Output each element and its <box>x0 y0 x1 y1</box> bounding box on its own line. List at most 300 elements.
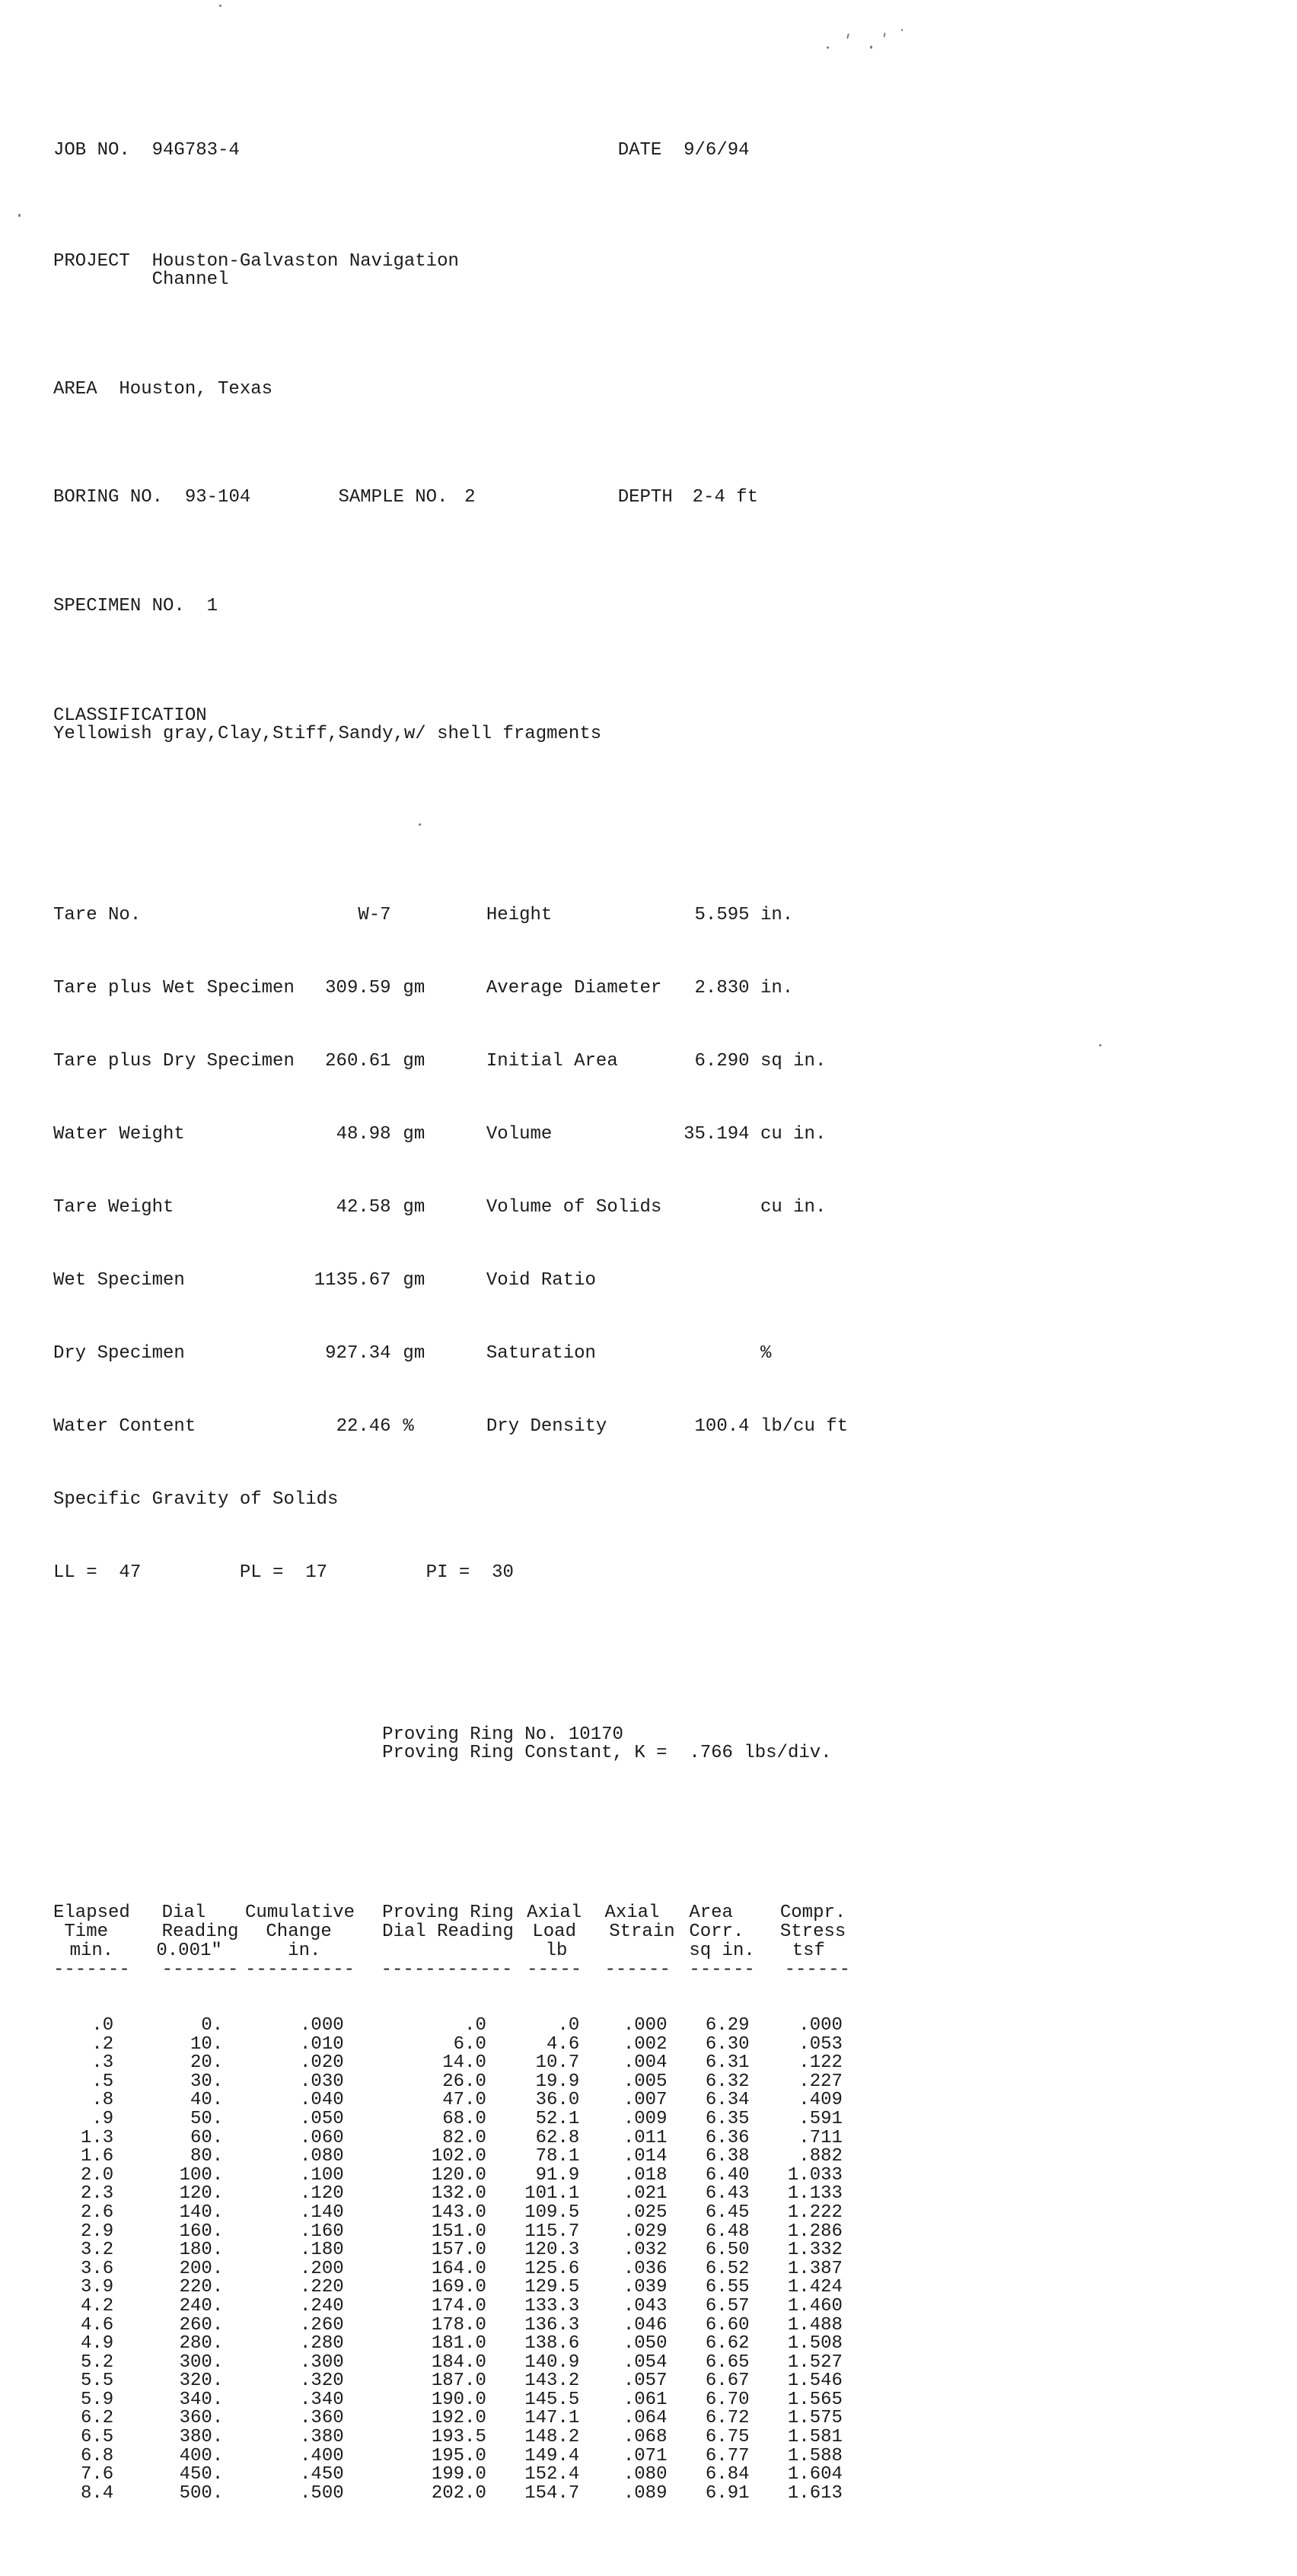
column-header: Dial <box>161 1903 206 1923</box>
table-cell: 52.1 <box>535 2108 580 2129</box>
property-row <box>53 1199 967 1217</box>
table-cell: .050 <box>623 2333 668 2355</box>
column-header: Time <box>64 1922 108 1942</box>
table-cell: 1.133 <box>787 2183 843 2205</box>
property-label: Specific Gravity of Solids <box>53 1489 339 1510</box>
table-cell: 1.508 <box>787 2333 843 2355</box>
property-label: Saturation <box>486 1343 596 1364</box>
table-cell: 120.3 <box>524 2240 580 2261</box>
property-row <box>53 1418 967 1436</box>
table-cell: .007 <box>623 2090 668 2111</box>
table-cell: .320 <box>300 2371 344 2392</box>
table-cell: 6.75 <box>705 2427 750 2448</box>
property-unit: lb/cu ft <box>760 1416 849 1437</box>
table-cell: .030 <box>300 2071 344 2092</box>
column-header: Dial Reading <box>382 1922 514 1942</box>
table-cell: 2.3 <box>80 2183 114 2205</box>
table-cell: .080 <box>623 2464 668 2485</box>
table-cell: .021 <box>623 2183 668 2205</box>
table-cell: 190.0 <box>431 2389 486 2410</box>
table-cell: 68.0 <box>442 2108 486 2129</box>
table-row <box>53 2185 967 2204</box>
table-cell: 360. <box>179 2408 224 2429</box>
property-unit: in. <box>760 978 794 998</box>
property-value: 35.194 <box>684 1124 750 1145</box>
property-label: Height <box>486 905 553 925</box>
job-no-value: 94G783-4 <box>151 140 240 161</box>
property-unit: % <box>403 1416 414 1437</box>
property-label: Dry Density <box>486 1416 607 1437</box>
column-header: Cumulative <box>245 1903 355 1923</box>
specimen-properties <box>53 852 967 1637</box>
table-cell: 132.0 <box>431 2183 486 2205</box>
column-header: Change <box>266 1922 332 1942</box>
separator-dashes: ------- <box>53 1960 130 1980</box>
table-cell: .9 <box>91 2108 114 2129</box>
column-header: 0.001" <box>156 1941 222 1961</box>
table-cell: 1.581 <box>787 2427 843 2448</box>
table-cell: 30. <box>190 2071 224 2092</box>
column-header: Reading <box>161 1922 239 1942</box>
table-cell: .100 <box>300 2164 344 2186</box>
table-cell: 8.4 <box>80 2482 114 2504</box>
table-row <box>53 2017 967 2036</box>
table-cell: .002 <box>623 2033 668 2055</box>
property-value: 260.61 <box>325 1051 391 1071</box>
table-cell: 10. <box>190 2033 224 2055</box>
table-cell: 149.4 <box>524 2445 580 2466</box>
table-row <box>53 2372 967 2391</box>
table-cell: 180. <box>179 2240 224 2261</box>
property-label: Tare plus Dry Specimen <box>53 1051 295 1071</box>
table-cell: 6.60 <box>705 2314 750 2336</box>
table-cell: 1.222 <box>787 2202 843 2223</box>
table-cell: 5.5 <box>80 2371 114 2392</box>
table-cell: 91.9 <box>535 2164 580 2186</box>
property-unit: sq in. <box>760 1051 827 1071</box>
table-cell: 152.4 <box>524 2464 580 2485</box>
table-cell: .0 <box>91 2015 114 2036</box>
scan-artifact <box>827 46 829 49</box>
table-cell: 6.62 <box>705 2333 750 2355</box>
column-header: in. <box>288 1941 321 1961</box>
table-cell: .500 <box>300 2482 344 2504</box>
table-cell: .360 <box>300 2408 344 2429</box>
property-label: Dry Specimen <box>53 1343 185 1364</box>
table-cell: 202.0 <box>431 2482 486 2504</box>
property-row <box>53 906 967 925</box>
table-cell: 2.6 <box>80 2202 114 2223</box>
table-cell: .122 <box>798 2052 843 2074</box>
table-cell: 143.2 <box>524 2371 580 2392</box>
table-cell: 6.45 <box>705 2202 750 2223</box>
table-cell: 192.0 <box>431 2408 486 2429</box>
table-header-line <box>53 1904 967 1923</box>
table-cell: 6.29 <box>705 2015 750 2036</box>
table-cell: 1.604 <box>787 2464 843 2485</box>
table-cell: 62.8 <box>535 2127 580 2148</box>
table-row <box>53 2033 967 2055</box>
table-row <box>53 2447 967 2466</box>
table-cell: 26.0 <box>442 2071 486 2092</box>
table-cell: 181.0 <box>431 2333 486 2355</box>
scan-artifact <box>883 33 885 37</box>
table-cell: .240 <box>300 2295 344 2316</box>
table-cell: 1.575 <box>787 2408 843 2429</box>
table-cell: 148.2 <box>524 2427 580 2448</box>
property-unit: gm <box>403 978 425 998</box>
table-row <box>53 2054 967 2073</box>
table-cell: 380. <box>179 2427 224 2448</box>
table-cell: .057 <box>623 2371 668 2392</box>
column-header: Corr. <box>689 1922 744 1942</box>
specimen-no-label: SPECIMEN NO. <box>53 596 185 616</box>
table-row <box>53 2278 967 2297</box>
date-label: DATE <box>617 140 662 161</box>
table-cell: .004 <box>623 2052 668 2074</box>
table-row <box>53 2335 967 2354</box>
property-value: 5.595 <box>694 905 750 925</box>
table-cell: 320. <box>179 2371 224 2392</box>
table-cell: .409 <box>798 2090 843 2111</box>
property-row <box>53 979 967 998</box>
table-cell: 500. <box>179 2482 224 2504</box>
table-cell: 300. <box>179 2352 224 2373</box>
job-date-line <box>53 142 967 160</box>
table-cell: 6.52 <box>705 2258 750 2279</box>
table-cell: 6.57 <box>705 2295 750 2316</box>
table-cell: 6.2 <box>80 2408 114 2429</box>
table-cell: 220. <box>179 2277 224 2298</box>
table-cell: 2.0 <box>80 2164 114 2186</box>
table-cell: .000 <box>623 2015 668 2036</box>
separator-dashes: ------ <box>784 1960 851 1980</box>
table-cell: .200 <box>300 2258 344 2279</box>
table-cell: 109.5 <box>524 2202 580 2223</box>
scan-artifact <box>219 5 221 7</box>
table-cell: 169.0 <box>431 2277 486 2298</box>
table-cell: .160 <box>300 2221 344 2242</box>
area-label: AREA <box>53 379 97 400</box>
table-cell: 4.9 <box>80 2333 114 2355</box>
table-cell: 6.84 <box>705 2464 750 2485</box>
property-label: Volume <box>486 1124 553 1145</box>
table-cell: 120.0 <box>431 2164 486 2186</box>
depth-label: DEPTH <box>617 487 673 508</box>
table-row <box>53 2260 967 2279</box>
table-row <box>53 2409 967 2428</box>
column-header: Area <box>689 1903 733 1923</box>
classification-label: CLASSIFICATION <box>53 705 207 726</box>
column-header: Axial <box>527 1903 582 1923</box>
property-unit: gm <box>403 1343 425 1364</box>
table-cell: 102.0 <box>431 2146 486 2167</box>
table-row <box>53 2129 967 2148</box>
column-header: sq in. <box>689 1941 755 1961</box>
table-cell: 138.6 <box>524 2333 580 2355</box>
table-cell: .227 <box>798 2071 843 2092</box>
table-cell: 1.387 <box>787 2258 843 2279</box>
table-cell: .018 <box>623 2164 668 2186</box>
column-header: min. <box>69 1941 114 1961</box>
property-value: 309.59 <box>325 978 391 998</box>
table-cell: 100. <box>179 2164 224 2186</box>
table-cell: 143.0 <box>431 2202 486 2223</box>
table-row <box>53 2223 967 2242</box>
column-header: Strain <box>609 1922 675 1942</box>
sample-no-value: 2 <box>464 487 476 508</box>
property-label: Void Ratio <box>486 1270 596 1291</box>
table-cell: 6.31 <box>705 2052 750 2074</box>
table-cell: 0. <box>201 2015 224 2036</box>
table-cell: .591 <box>798 2108 843 2129</box>
property-unit: cu in. <box>760 1124 827 1145</box>
table-cell: 6.30 <box>705 2033 750 2055</box>
table-cell: 36.0 <box>535 2090 580 2111</box>
specimen-no-value: 1 <box>206 596 218 616</box>
table-cell: 6.91 <box>705 2482 750 2504</box>
table-cell: 20. <box>190 2052 224 2074</box>
table-cell: 3.2 <box>80 2240 114 2261</box>
property-unit: in. <box>760 905 794 925</box>
property-label: Average Diameter <box>486 978 662 998</box>
table-cell: .180 <box>300 2240 344 2261</box>
table-cell: 1.424 <box>787 2277 843 2298</box>
table-cell: .032 <box>623 2240 668 2261</box>
property-label: Water Content <box>53 1416 196 1437</box>
table-cell: 4.6 <box>80 2314 114 2336</box>
boring-no-value: 93-104 <box>184 487 251 508</box>
property-row <box>53 1272 967 1290</box>
table-cell: 151.0 <box>431 2221 486 2242</box>
classification-value: Yellowish gray,Clay,Stiff,Sandy,w/ shell fragments <box>53 724 602 744</box>
table-cell: 178.0 <box>431 2314 486 2336</box>
table-cell: 1.460 <box>787 2295 843 2316</box>
table-cell: 129.5 <box>524 2277 580 2298</box>
table-cell: .071 <box>623 2445 668 2466</box>
column-header: tsf <box>792 1941 825 1961</box>
area-line <box>53 381 967 399</box>
column-header: Load <box>532 1922 576 1942</box>
table-cell: 193.5 <box>431 2427 486 2448</box>
table-cell: 195.0 <box>431 2445 486 2466</box>
proving-ring-constant: Proving Ring Constant, K = .766 lbs/div. <box>382 1743 832 1763</box>
plastic-limit: PL = 17 <box>239 1562 328 1583</box>
table-row <box>53 2241 967 2260</box>
property-value: 48.98 <box>336 1124 391 1145</box>
table-cell: 6.35 <box>705 2108 750 2129</box>
table-row <box>53 2148 967 2167</box>
table-cell: .046 <box>623 2314 668 2336</box>
table-row <box>53 2354 967 2373</box>
table-cell: .2 <box>91 2033 114 2055</box>
table-cell: 115.7 <box>524 2221 580 2242</box>
table-cell: .064 <box>623 2408 668 2429</box>
table-cell: .000 <box>300 2015 344 2036</box>
table-cell: 4.2 <box>80 2295 114 2316</box>
table-cell: 78.1 <box>535 2146 580 2167</box>
scan-artifact <box>846 33 849 39</box>
column-header: Stress <box>779 1922 846 1942</box>
table-row <box>53 2482 967 2504</box>
table-cell: 6.40 <box>705 2164 750 2186</box>
table-row <box>53 2466 967 2485</box>
table-cell: 6.5 <box>80 2427 114 2448</box>
proving-ring-no: Proving Ring No. 10170 <box>382 1724 623 1745</box>
table-cell: .340 <box>300 2389 344 2410</box>
table-cell: 136.3 <box>524 2314 580 2336</box>
property-value: W-7 <box>358 905 391 925</box>
table-cell: .300 <box>300 2352 344 2373</box>
table-cell: 140.9 <box>524 2352 580 2373</box>
table-cell: 164.0 <box>431 2258 486 2279</box>
table-cell: .140 <box>300 2202 344 2223</box>
atterberg-limits-line <box>53 1564 967 1582</box>
table-cell: 1.6 <box>80 2146 114 2167</box>
table-cell: 199.0 <box>431 2464 486 2485</box>
scan-artifact <box>18 214 21 217</box>
table-cell: 3.6 <box>80 2258 114 2279</box>
table-cell: .009 <box>623 2108 668 2129</box>
table-row <box>53 2073 967 2092</box>
table-cell: 40. <box>190 2090 224 2111</box>
table-cell: 14.0 <box>442 2052 486 2074</box>
separator-dashes: ---------- <box>245 1960 355 1980</box>
table-cell: 101.1 <box>524 2183 580 2205</box>
table-cell: 6.55 <box>705 2277 750 2298</box>
column-header: lb <box>545 1941 568 1961</box>
table-cell: .260 <box>300 2314 344 2336</box>
table-cell: .450 <box>300 2464 344 2485</box>
table-cell: .060 <box>300 2127 344 2148</box>
table-cell: 6.34 <box>705 2090 750 2111</box>
table-cell: 6.70 <box>705 2389 750 2410</box>
table-cell: 1.546 <box>787 2371 843 2392</box>
property-unit: cu in. <box>760 1197 827 1218</box>
table-cell: 1.3 <box>80 2127 114 2148</box>
table-cell: .053 <box>798 2033 843 2055</box>
table-cell: 80. <box>190 2146 224 2167</box>
property-row <box>53 1126 967 1144</box>
property-value: 2.830 <box>694 978 750 998</box>
table-cell: 6.65 <box>705 2352 750 2373</box>
table-row <box>53 2391 967 2410</box>
table-cell: 1.613 <box>787 2482 843 2504</box>
proving-ring-block <box>53 1726 967 1762</box>
table-cell: .5 <box>91 2071 114 2092</box>
property-row <box>53 1052 967 1071</box>
table-cell: 340. <box>179 2389 224 2410</box>
table-cell: 147.1 <box>524 2408 580 2429</box>
property-unit: gm <box>403 1124 425 1145</box>
property-row <box>53 1345 967 1363</box>
table-cell: 6.50 <box>705 2240 750 2261</box>
table-cell: .000 <box>798 2015 843 2036</box>
table-cell: 6.32 <box>705 2071 750 2092</box>
table-cell: 6.36 <box>705 2127 750 2148</box>
table-cell: 160. <box>179 2221 224 2242</box>
table-cell: 19.9 <box>535 2071 580 2092</box>
separator-dashes: ------ <box>604 1960 671 1980</box>
table-cell: 174.0 <box>431 2295 486 2316</box>
table-cell: 154.7 <box>524 2482 580 2504</box>
table-cell: 200. <box>179 2258 224 2279</box>
sample-no-label: SAMPLE NO. <box>338 487 448 508</box>
table-cell: .882 <box>798 2146 843 2167</box>
property-unit: gm <box>403 1051 425 1071</box>
table-cell: .0 <box>464 2015 486 2036</box>
property-label: Tare No. <box>53 905 142 925</box>
table-cell: 5.9 <box>80 2389 114 2410</box>
property-unit: gm <box>403 1197 425 1218</box>
table-cell: 1.488 <box>787 2314 843 2336</box>
table-cell: 6.72 <box>705 2408 750 2429</box>
area-value: Houston, Texas <box>119 379 273 400</box>
project-label: PROJECT <box>53 251 130 272</box>
job-no-label: JOB NO. <box>53 140 130 161</box>
table-row <box>53 2204 967 2223</box>
table-cell: .014 <box>623 2146 668 2167</box>
table-cell: .120 <box>300 2183 344 2205</box>
property-row <box>53 1491 967 1509</box>
table-cell: .220 <box>300 2277 344 2298</box>
column-header: Compr. <box>779 1903 846 1923</box>
property-label: Tare Weight <box>53 1197 174 1218</box>
table-cell: 3.9 <box>80 2277 114 2298</box>
table-cell: .043 <box>623 2295 668 2316</box>
table-cell: 6.77 <box>705 2445 750 2466</box>
property-unit: gm <box>403 1270 425 1291</box>
separator-dashes: ------- <box>161 1960 239 1980</box>
header-separator <box>53 1961 967 1980</box>
table-cell: .025 <box>623 2202 668 2223</box>
table-cell: 450. <box>179 2464 224 2485</box>
table-cell: .050 <box>300 2108 344 2129</box>
project-name-line1: Houston-Galvaston Navigation <box>151 251 459 272</box>
table-header-line <box>53 1923 967 1942</box>
boring-no-label: BORING NO. <box>53 487 164 508</box>
property-unit: % <box>760 1343 772 1364</box>
table-cell: 6.67 <box>705 2371 750 2392</box>
table-cell: 6.48 <box>705 2221 750 2242</box>
table-cell: 6.43 <box>705 2183 750 2205</box>
table-cell: .010 <box>300 2033 344 2055</box>
date-value: 9/6/94 <box>684 140 750 161</box>
table-cell: 184.0 <box>431 2352 486 2373</box>
property-label: Wet Specimen <box>53 1270 185 1291</box>
table-cell: 133.3 <box>524 2295 580 2316</box>
table-cell: .039 <box>623 2277 668 2298</box>
boring-line <box>53 489 967 507</box>
table-cell: 6.38 <box>705 2146 750 2167</box>
table-header-line <box>53 1942 967 1961</box>
table-cell: 240. <box>179 2295 224 2316</box>
table-cell: .089 <box>623 2482 668 2504</box>
table-cell: .380 <box>300 2427 344 2448</box>
liquid-limit: LL = 47 <box>53 1562 142 1583</box>
column-header: Proving Ring <box>382 1903 514 1923</box>
table-cell: 60. <box>190 2127 224 2148</box>
scan-artifact <box>1099 1044 1101 1046</box>
table-cell: .8 <box>91 2090 114 2111</box>
separator-dashes: ------------ <box>381 1960 513 1980</box>
table-cell: .054 <box>623 2352 668 2373</box>
table-cell: .061 <box>623 2389 668 2410</box>
table-cell: 10.7 <box>535 2052 580 2074</box>
table-cell: 2.9 <box>80 2221 114 2242</box>
document-body <box>53 68 967 2576</box>
table-cell: .280 <box>300 2333 344 2355</box>
